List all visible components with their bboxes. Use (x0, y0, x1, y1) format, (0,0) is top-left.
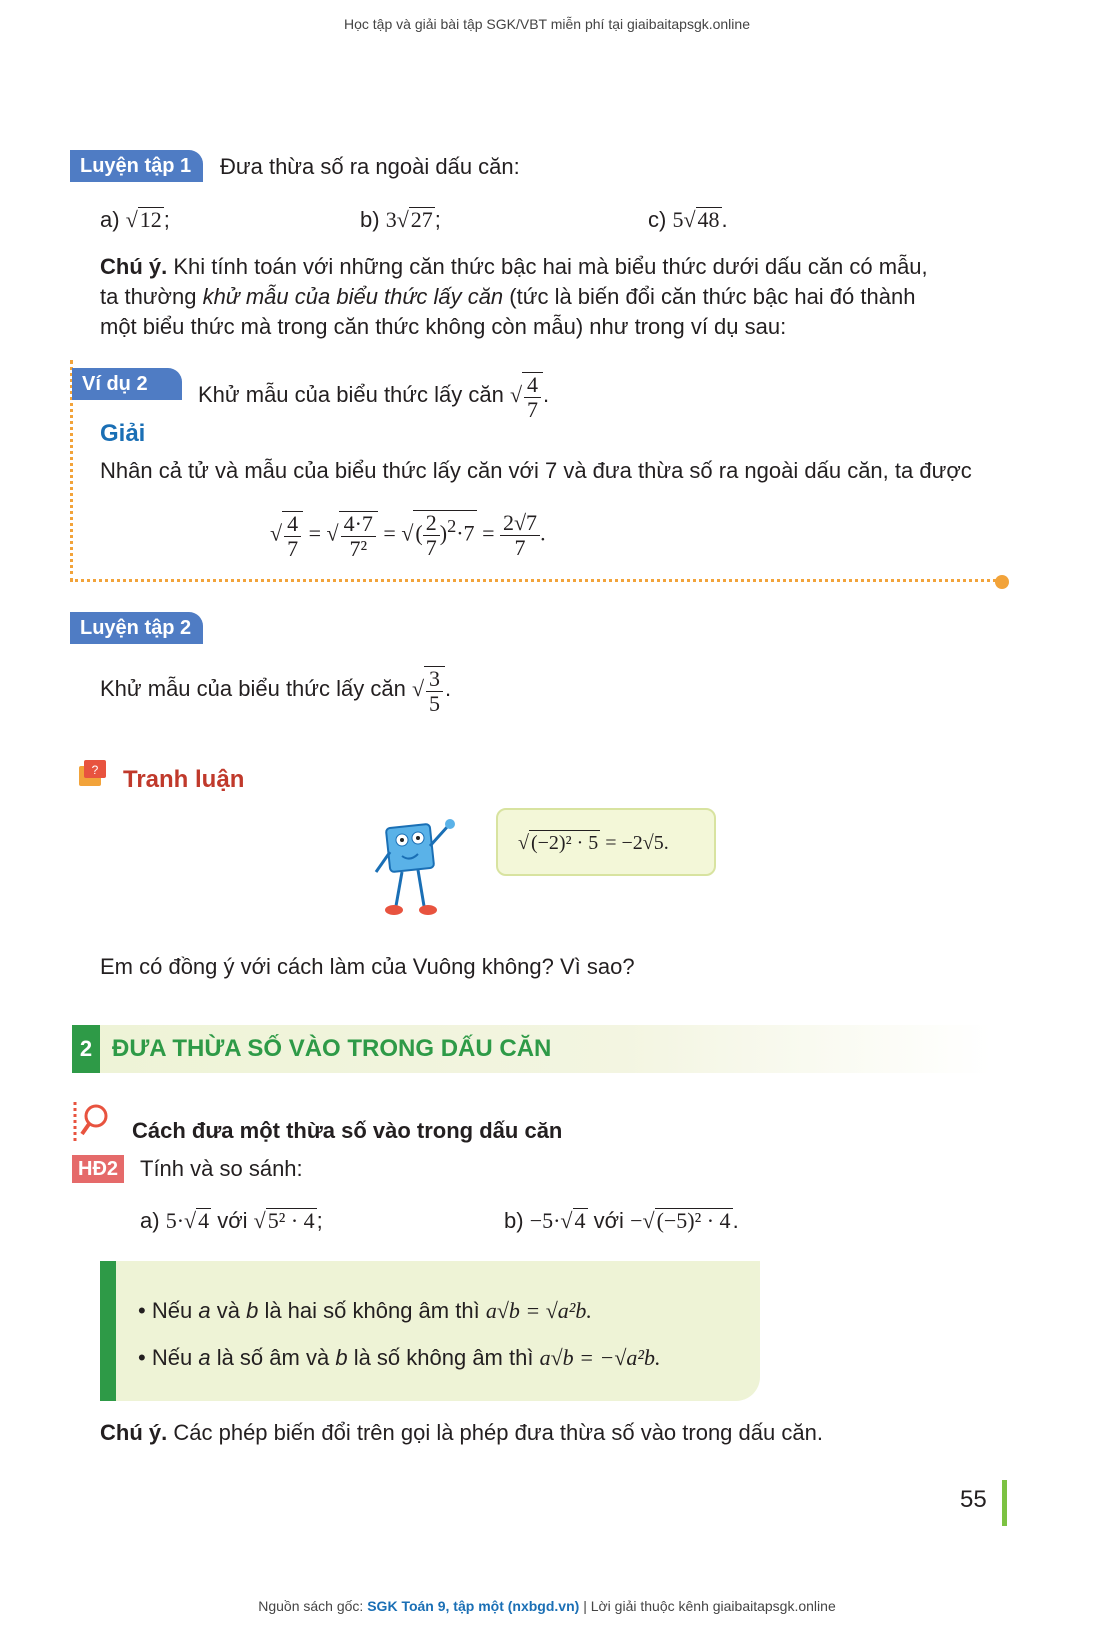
activity-2-prompt: Tính và so sánh: (140, 1156, 303, 1181)
rules-box (100, 1261, 760, 1401)
section-2-number: 2 (72, 1025, 100, 1073)
svg-text:?: ? (91, 763, 99, 777)
practice-1-item-c: c) 5√48. (648, 207, 728, 232)
activity-2-tag: HĐ2 (72, 1155, 124, 1183)
eq-3: = (482, 520, 495, 546)
practice-1-prompt: Đưa thừa số ra ngoài dấu căn: (220, 154, 520, 179)
page-number-bar (1002, 1480, 1007, 1526)
example-2-tag: Ví dụ 2 (72, 368, 182, 400)
note-1-line-3: một biểu thức mà trong căn thức không còn mẫu) như trong ví dụ sau: (100, 314, 787, 339)
note-1-line-1: Chú ý. Khi tính toán với những căn thức bậc hai mà biểu thức dưới dấu căn có mẫu, (100, 254, 928, 279)
page-header: Học tập và giải bài tập SGK/VBT miễn phí tại giaibaitapsgk.online (344, 16, 750, 32)
eq-2: = (383, 520, 396, 546)
rule-2: • Nếu a là số âm và b là số không âm thì a√b = −√a²b. (138, 1345, 661, 1370)
section-2-title: ĐƯA THỪA SỐ VÀO TRONG DẤU CĂN (112, 1035, 552, 1062)
debate-question: Em có đồng ý với cách làm của Vuông không? Vì sao? (100, 954, 635, 979)
debate-icon (76, 756, 110, 790)
speech-bubble-formula: √ (−2)² · 5 = −2√5. (518, 832, 669, 854)
magnifier-icon (72, 1100, 112, 1144)
example-2-dot-end (995, 575, 1009, 589)
solution-formula: √ $\frac{4}{7}$ = √ $\frac{4\cdot 7}{\text{7²}}$ = √( $\frac{2}{7}$ )$^2$·7 = $\frac{2√7}{7}$ . (270, 510, 546, 561)
solution-text: Nhân cả tử và mẫu của biểu thức lấy căn với 7 và đưa thừa số ra ngoài dấu căn, ta được (100, 458, 972, 483)
practice-1-item-a: a) √12; (100, 207, 170, 232)
method-title: Cách đưa một thừa số vào trong dấu căn (132, 1118, 563, 1143)
activity-2-item-a: a) 5·√4 với √5² · 4; (140, 1208, 323, 1233)
note-1-line-2: ta thường khử mẫu của biểu thức lấy căn (tức là biến đổi căn thức bậc hai đó thành (100, 284, 916, 309)
rule-1: • Nếu a và b là hai số không âm thì a√b = √a²b. (138, 1298, 592, 1323)
practice-2-tag: Luyện tập 2 (70, 612, 203, 644)
practice-2-prompt: Khử mẫu của biểu thức lấy căn √ $\frac{3}{5}$ . (100, 666, 452, 716)
solution-title: Giải (100, 420, 146, 447)
note-2: Chú ý. Các phép biến đổi trên gọi là phép đưa thừa số vào trong dấu căn. (100, 1420, 823, 1445)
square-character-icon (366, 816, 466, 926)
activity-2-item-b: b) −5·√4 với −√(−5)² · 4. (504, 1208, 739, 1233)
note-1 (100, 252, 1005, 342)
debate-title: Tranh luận (123, 766, 245, 793)
practice-1-tag: Luyện tập 1 (70, 150, 203, 182)
page-footer: Nguồn sách gốc: SGK Toán 9, tập một (nxbgd.vn) | Lời giải thuộc kênh giaibaitapsgk.online (258, 1598, 836, 1614)
practice-1-item-b: b) 3√27; (360, 207, 441, 232)
example-2-prompt: Khử mẫu của biểu thức lấy căn √ $\frac{4}{7}$ . (198, 372, 550, 422)
page-number: 55 (960, 1486, 987, 1513)
